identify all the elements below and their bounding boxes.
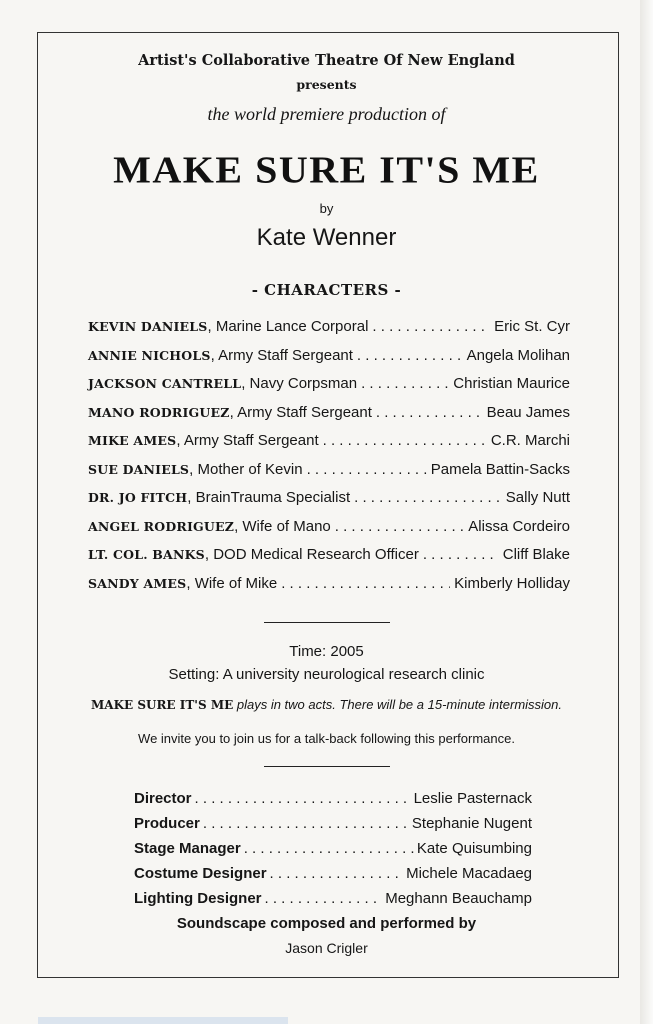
character-name: KEVIN DANIELS bbox=[88, 319, 208, 334]
leader-dots bbox=[354, 489, 502, 506]
acts-line bbox=[0, 697, 653, 712]
character-name: SANDY AMES bbox=[88, 575, 187, 591]
talkback-line: We invite you to join us for a talk-back following this performance. bbox=[138, 731, 515, 746]
leader-dots bbox=[357, 347, 463, 364]
cast-row bbox=[88, 546, 570, 570]
credit-row bbox=[134, 890, 532, 915]
playwright-name: Kate Wenner bbox=[256, 224, 397, 251]
cast-row bbox=[88, 489, 570, 513]
acts-text: plays in two acts. There will be a 15-minute intermission. bbox=[233, 697, 562, 712]
credit-name: Michele Macadaeg bbox=[406, 865, 532, 882]
character-role: , Army Staff Sergeant bbox=[176, 432, 319, 449]
leader-dots bbox=[270, 865, 404, 882]
setting-line: Setting: A university neurological research clinic bbox=[168, 666, 485, 683]
character-role: , Wife of Mano bbox=[234, 517, 331, 535]
credit-row bbox=[134, 840, 532, 865]
characters-heading: - CHARACTERS - bbox=[251, 281, 402, 299]
bottom-strip bbox=[38, 1017, 288, 1024]
presenter-org: Artist's Collaborative Theatre Of New England bbox=[138, 52, 515, 69]
character-name: ANGEL RODRIGUEZ bbox=[88, 518, 235, 534]
actor-name: C.R. Marchi bbox=[490, 432, 570, 449]
credit-row bbox=[134, 865, 532, 890]
cast-row bbox=[88, 375, 570, 399]
character-name: DR. JO FITCH bbox=[88, 490, 188, 505]
actor-name: Christian Maurice bbox=[453, 375, 570, 392]
cast-row bbox=[88, 432, 570, 456]
credit-role: Stage Manager bbox=[134, 840, 241, 857]
leader-dots bbox=[423, 546, 499, 563]
by-text: by bbox=[319, 201, 334, 216]
leader-dots bbox=[335, 518, 465, 535]
leader-dots bbox=[323, 432, 487, 449]
character-name: MIKE AMES bbox=[88, 433, 177, 448]
leader-dots bbox=[361, 375, 449, 392]
character-role: , Army Staff Sergeant bbox=[229, 403, 372, 421]
actor-name: Cliff Blake bbox=[502, 546, 570, 563]
leader-dots bbox=[281, 575, 450, 592]
character-role: , Marine Lance Corporal bbox=[207, 318, 369, 335]
credit-role: Director bbox=[134, 790, 192, 807]
divider-rule bbox=[264, 766, 390, 767]
cast-row bbox=[88, 404, 570, 428]
credit-role: Lighting Designer bbox=[134, 890, 262, 907]
character-name: ANNIE NICHOLS bbox=[88, 347, 211, 363]
actor-name: Kimberly Holliday bbox=[454, 574, 570, 592]
leader-dots bbox=[265, 890, 383, 907]
cast-row bbox=[88, 461, 570, 485]
play-title: MAKE SURE IT'S ME bbox=[113, 148, 540, 191]
character-name: MANO RODRIGUEZ bbox=[88, 404, 230, 420]
leader-dots bbox=[244, 840, 414, 857]
cast-row bbox=[88, 575, 570, 599]
divider-rule bbox=[264, 622, 390, 623]
credit-name: Meghann Beauchamp bbox=[385, 890, 532, 907]
leader-dots bbox=[195, 790, 411, 807]
actor-name: Alissa Cordeiro bbox=[468, 517, 570, 535]
leader-dots bbox=[203, 815, 409, 832]
credit-role: Costume Designer bbox=[134, 865, 267, 882]
premiere-line: the world premiere production of bbox=[207, 104, 446, 124]
character-role: , Wife of Mike bbox=[186, 574, 278, 592]
leader-dots bbox=[372, 318, 490, 335]
character-name: SUE DANIELS bbox=[88, 461, 190, 477]
leader-dots bbox=[376, 404, 483, 421]
credit-row bbox=[134, 790, 532, 815]
character-role: , Mother of Kevin bbox=[189, 460, 303, 478]
character-role: , Army Staff Sergeant bbox=[210, 346, 353, 364]
credit-name: Leslie Pasternack bbox=[413, 790, 532, 807]
actor-name: Angela Molihan bbox=[466, 346, 570, 364]
character-role: , DOD Medical Research Officer bbox=[204, 546, 419, 563]
credit-name: Stephanie Nugent bbox=[411, 815, 532, 832]
cast-row bbox=[88, 347, 570, 371]
credit-name: Kate Quisumbing bbox=[416, 840, 532, 857]
cast-row bbox=[88, 318, 570, 342]
actor-name: Sally Nutt bbox=[505, 489, 570, 506]
cast-row bbox=[88, 518, 570, 542]
acts-title: MAKE SURE IT'S ME bbox=[90, 698, 234, 712]
leader-dots bbox=[307, 461, 427, 478]
character-name: JACKSON CANTRELL bbox=[88, 376, 242, 391]
actor-name: Eric St. Cyr bbox=[494, 318, 570, 335]
character-role: , BrainTrauma Specialist bbox=[187, 489, 351, 506]
presents-text: presents bbox=[296, 77, 357, 92]
soundscape-artist: Jason Crigler bbox=[285, 940, 368, 956]
time-line: Time: 2005 bbox=[289, 643, 364, 660]
actor-name: Pamela Battin-Sacks bbox=[430, 460, 570, 478]
actor-name: Beau James bbox=[486, 403, 570, 421]
character-role: , Navy Corpsman bbox=[241, 375, 358, 392]
character-name: LT. COL. BANKS bbox=[88, 547, 205, 562]
soundscape-credit: Soundscape composed and performed by bbox=[176, 915, 477, 932]
credit-row bbox=[134, 815, 532, 840]
credit-role: Producer bbox=[134, 815, 200, 832]
